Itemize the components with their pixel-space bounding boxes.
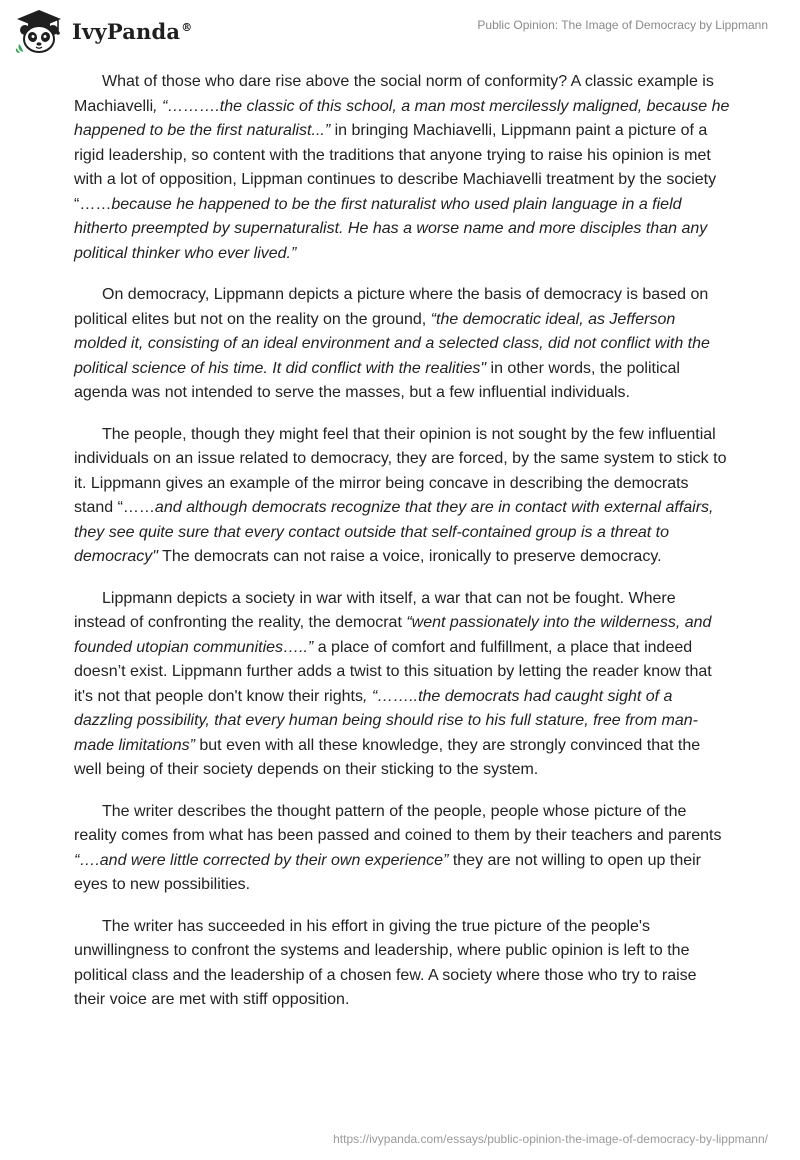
essay-paragraph: [74, 70, 730, 266]
page-header: [0, 0, 800, 60]
essay-paragraph: [74, 587, 730, 783]
paragraph-text: On democracy, Lippmann depicts a picture where the basis of democracy is based on political elites but not on the reality on the ground,: [74, 286, 709, 328]
paragraph-text: The writer describes the thought pattern of the people, people whose picture of the reality comes from what has been passed and coined to them by their teachers and parents: [74, 802, 722, 844]
paragraph-text: Lippmann depicts a society in war with itself, a war that can not be fought. Where instead of confronting the reality, the democrat: [74, 589, 676, 631]
brand-name: [72, 19, 192, 44]
paragraph-text: a place of comfort and fulfillment, a place that indeed doesn’t exist. Lippmann further adds a twist to this situation by letting the reader know that it's not that people don't know their rights: [74, 638, 712, 705]
paragraph-text: but even with all these knowledge, they are strongly convinced that the well being of their society depends on their sticking to the system.: [74, 736, 701, 778]
quote-text: and although democrats recognize that they are in contact with external affairs, they see quite sure that every contact outside that self-contained group is a threat to democracy": [74, 499, 714, 565]
essay-paragraph: [74, 283, 730, 406]
essay-paragraph: [74, 800, 730, 898]
panda-graduation-cap-icon: [14, 8, 64, 54]
source-url[interactable]: https://ivypanda.com/essays/public-opinion-the-image-of-democracy-by-lippmann/: [333, 1132, 768, 1146]
quote-text: , “……..the democrats had caught sight of a dazzling possibility, that every human being should rise to his full stature, free from man-made limitations”: [74, 687, 698, 754]
paragraph-text: in other words, the political agenda was not intended to serve the masses, but a few influential individuals.: [74, 359, 680, 401]
paragraph-text: What of those who dare rise above the social norm of conformity? A classic example is Machiavelli: [74, 73, 714, 115]
brand-logo[interactable]: [14, 8, 192, 54]
paragraph-text: they are not willing to open up their eyes to new possibilities.: [74, 851, 701, 893]
paragraph-text: in bringing Machiavelli, Lippmann paint a picture of a rigid leadership, so content with the traditions that anyone trying to raise his opinion is met with a lot of opposition, Lippman continues to describe Machiavelli treatment by the society “……: [74, 122, 717, 213]
essay-body: [74, 70, 730, 1030]
brand-name-text: IvyPanda: [72, 18, 181, 44]
quote-text: “….and were little corrected by their own experience”: [74, 851, 449, 869]
quote-text: “the democratic ideal, as Jefferson molded it, consisting of an ideal environment and a selected class, did not conflict with the political science of his time. It did conflict with the realities": [74, 310, 710, 377]
registered-mark: ®: [181, 20, 193, 34]
quote-text: “went passionately into the wilderness, and founded utopian communities…..”: [74, 614, 712, 656]
paragraph-text: The people, though they might feel that their opinion is not sought by the few influential individuals on an issue related to democracy, they are forced, by the same system to stick to it. Lippmann gives an example of the mirror being concave in describing the democrats stand “……: [74, 425, 727, 516]
quote-text: because he happened to be the first naturalist who used plain language in a field hitherto preempted by supernaturalist. He has a worse name and more disciples than any political thinker who ever lived.”: [74, 195, 708, 262]
paragraph-text: The democrats can not raise a voice, ironically to preserve democracy.: [157, 548, 662, 565]
essay-paragraph: [74, 915, 730, 1013]
quote-text: , “……….the classic of this school, a man most mercilessly maligned, because he happened to be the first naturalist...”: [74, 97, 730, 139]
paragraph-text: The writer has succeeded in his effort in giving the true picture of the people's unwillingness to confront the systems and leadership, where public opinion is left to the political class and the leadership of a chosen few. A society where those who try to raise their voice are met with stiff opposition.: [74, 917, 697, 1008]
essay-paragraph: [74, 423, 730, 570]
document-title: Public Opinion: The Image of Democracy by Lippmann: [477, 18, 768, 32]
